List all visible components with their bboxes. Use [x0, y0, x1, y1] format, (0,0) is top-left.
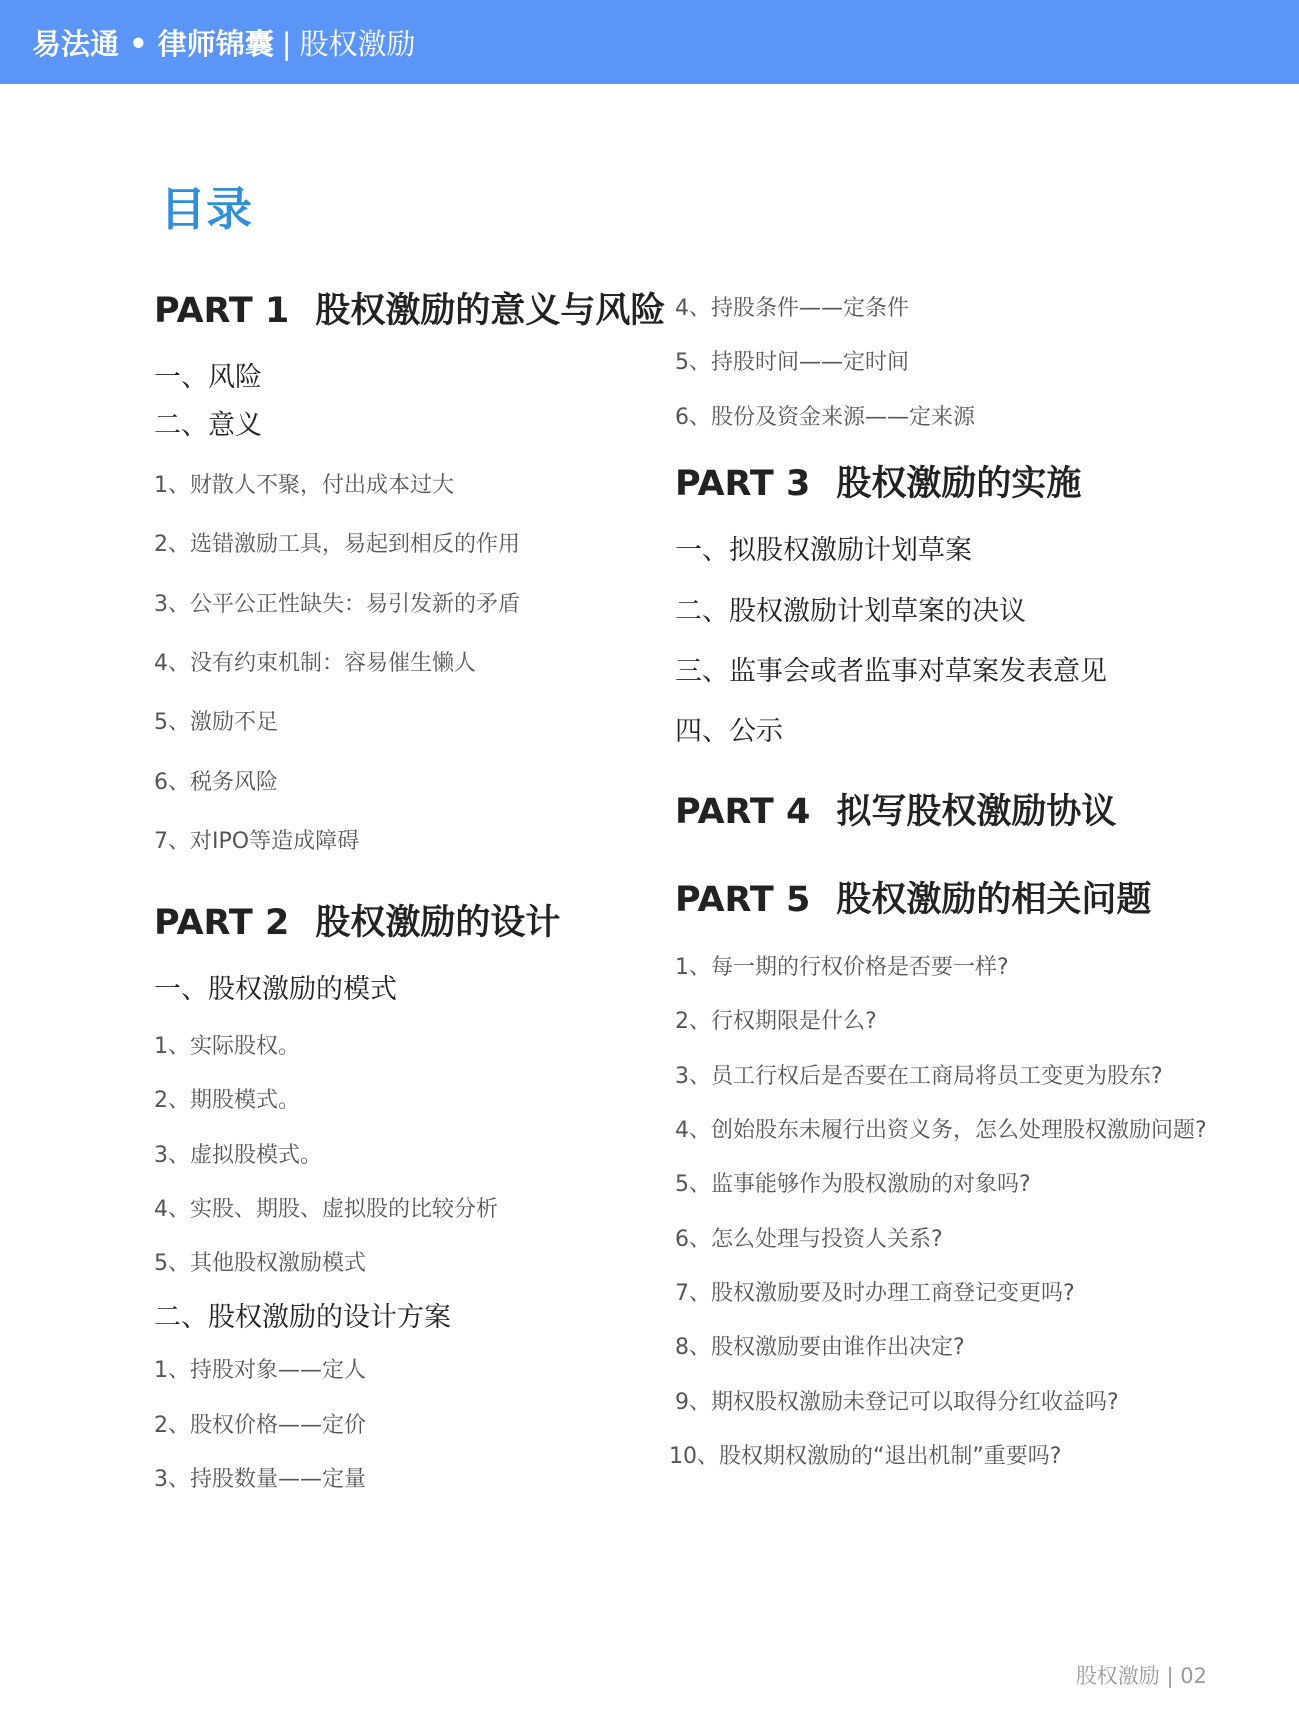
part-number: PART 1 — [154, 291, 290, 331]
toc-item: 3、员工行权后是否要在工商局将员工变更为股东? — [675, 1063, 1163, 1089]
page-footer — [1076, 1660, 1207, 1690]
toc-item: 6、怎么处理与投资人关系? — [675, 1226, 943, 1252]
toc-section: 一、拟股权激励计划草案 — [675, 535, 972, 567]
toc-section: 一、股权激励的模式 — [154, 973, 397, 1005]
toc-section: 二、意义 — [154, 410, 262, 442]
part-5-heading — [675, 879, 1295, 921]
toc-item: 3、虚拟股模式。 — [154, 1142, 322, 1168]
toc-item: 1、实际股权。 — [154, 1033, 300, 1059]
part-4-heading — [675, 791, 1295, 833]
part-1-heading — [154, 290, 674, 332]
toc-item: 2、期股模式。 — [154, 1088, 300, 1114]
header-section: 律师锦囊 — [157, 26, 274, 61]
page-header — [0, 0, 1299, 84]
toc-right-column — [669, 296, 1295, 1471]
toc-item: 3、持股数量——定量 — [154, 1467, 366, 1493]
toc-section: 四、公示 — [675, 716, 783, 748]
toc-item: 7、股权激励要及时办理工商登记变更吗? — [675, 1281, 1075, 1307]
toc-item: 3、公平公正性缺失：易引发新的矛盾 — [154, 591, 520, 617]
toc-item: 4、实股、期股、虚拟股的比较分析 — [154, 1197, 498, 1223]
part-title: 股权激励的设计 — [315, 902, 561, 943]
header-separator: | — [281, 26, 292, 61]
part-title: 拟写股权激励协议 — [836, 791, 1117, 832]
footer-separator: | — [1166, 1664, 1174, 1688]
toc-item: 7、对IPO等造成障碍 — [154, 829, 360, 855]
toc-item: 1、每一期的行权价格是否要一样? — [675, 954, 1009, 980]
toc-title: 目录 — [160, 182, 252, 236]
part-title: 股权激励的意义与风险 — [315, 291, 666, 331]
toc-item: 5、激励不足 — [154, 710, 278, 736]
toc-section: 三、监事会或者监事对草案发表意见 — [675, 655, 1107, 687]
toc-item: 2、选错激励工具，易起到相反的作用 — [154, 532, 520, 558]
part-title: 股权激励的相关问题 — [836, 879, 1152, 920]
header-brand: 易法通 — [32, 26, 120, 61]
header-dot: • — [119, 26, 158, 61]
part-title: 股权激励的实施 — [836, 464, 1082, 505]
part-number: PART 3 — [675, 464, 811, 505]
part-3-heading — [675, 463, 1295, 505]
page-number: 02 — [1180, 1664, 1207, 1688]
toc-item: 9、期权股权激励未登记可以取得分红收益吗? — [675, 1389, 1119, 1415]
toc-item: 2、行权期限是什么? — [675, 1009, 877, 1035]
toc-item: 4、没有约束机制：容易催生懒人 — [154, 650, 476, 676]
toc-item: 4、持股条件——定条件 — [675, 296, 909, 321]
toc-item: 6、税务风险 — [154, 769, 278, 795]
toc-left-column — [154, 290, 674, 1493]
toc-section: 二、股权激励的设计方案 — [154, 1301, 451, 1333]
toc-item: 5、监事能够作为股权激励的对象吗? — [675, 1172, 1031, 1198]
toc-item: 5、持股时间——定时间 — [675, 350, 909, 376]
header-title — [32, 22, 416, 63]
part-number: PART 4 — [675, 791, 811, 832]
toc-item: 4、创始股东未履行出资义务，怎么处理股权激励问题? — [675, 1117, 1207, 1143]
toc-section: 二、股权激励计划草案的决议 — [675, 595, 1026, 627]
footer-label: 股权激励 — [1075, 1664, 1160, 1688]
toc-item: 6、股份及资金来源——定来源 — [675, 404, 975, 430]
part-number: PART 2 — [154, 902, 290, 943]
toc-item: 10、股权期权激励的“退出机制”重要吗? — [669, 1444, 1062, 1470]
toc-item: 1、持股对象——定人 — [154, 1358, 366, 1384]
toc-item: 5、其他股权激励模式 — [154, 1251, 366, 1277]
toc-item: 8、股权激励要由谁作出决定? — [675, 1335, 965, 1361]
part-number: PART 5 — [675, 879, 811, 920]
header-topic: 股权激励 — [299, 26, 416, 61]
toc-item: 2、股权价格——定价 — [154, 1412, 366, 1438]
part-2-heading — [154, 902, 674, 944]
toc-item: 1、财散人不聚，付出成本过大 — [154, 472, 454, 498]
toc-section: 一、风险 — [154, 362, 262, 393]
